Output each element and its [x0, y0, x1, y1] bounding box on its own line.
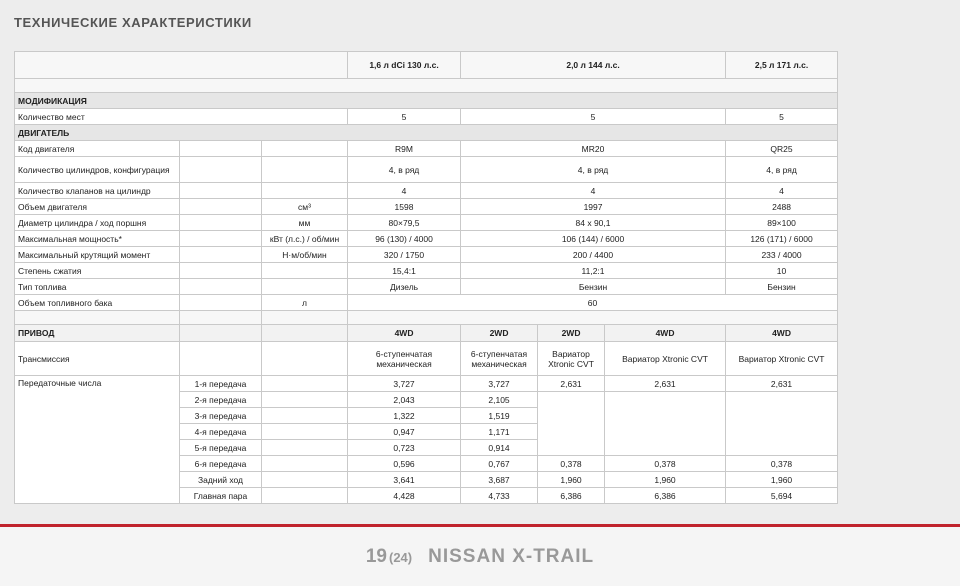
section-row	[15, 93, 838, 109]
cell: 2488	[726, 199, 838, 215]
cell: 84 х 90,1	[461, 215, 726, 231]
section-drive: ПРИВОД	[15, 325, 180, 342]
unit-cell	[262, 157, 348, 183]
unit-cell: кВт (л.с.) / об/мин	[262, 231, 348, 247]
blank-cell	[262, 408, 348, 424]
blank-cell	[262, 472, 348, 488]
cell: 1598	[348, 199, 461, 215]
cell: 4	[726, 183, 838, 199]
cell: 1,960	[726, 472, 838, 488]
unit-cell	[262, 263, 348, 279]
unit-cell: см³	[262, 199, 348, 215]
blank-cell	[180, 247, 262, 263]
section-mod: МОДИФИКАЦИЯ	[15, 93, 838, 109]
blank-cell	[262, 456, 348, 472]
cell: 4, в ряд	[461, 157, 726, 183]
blank-cell	[262, 424, 348, 440]
row-label: Код двигателя	[15, 141, 180, 157]
cell: 15,4:1	[348, 263, 461, 279]
cell: 89×100	[726, 215, 838, 231]
cell: 5	[348, 109, 461, 125]
cell: R9M	[348, 141, 461, 157]
blank-cell	[262, 325, 348, 342]
table-row	[15, 183, 838, 199]
unit-cell	[262, 141, 348, 157]
blank-cell	[180, 215, 262, 231]
cell: 5	[461, 109, 726, 125]
cell: 0,596	[348, 456, 461, 472]
gear-name: 5-я передача	[180, 440, 262, 456]
cell: 1,519	[461, 408, 538, 424]
cell: MR20	[461, 141, 726, 157]
row-label: Количество клапанов на цилиндр	[15, 183, 180, 199]
row-label: Тип топлива	[15, 279, 180, 295]
gear-name: Главная пара	[180, 488, 262, 504]
cell: 2,631	[538, 376, 605, 392]
blank-cell	[262, 488, 348, 504]
section-row	[15, 125, 838, 141]
cell: 1,322	[348, 408, 461, 424]
unit-cell: Н·м/об/мин	[262, 247, 348, 263]
drive-type: 4WD	[726, 325, 838, 342]
row-label: Максимальный крутящий момент	[15, 247, 180, 263]
cell: QR25	[726, 141, 838, 157]
table-row	[15, 215, 838, 231]
row-label: Количество мест	[15, 109, 348, 125]
row-label: Максимальная мощность*	[15, 231, 180, 247]
blank-cell	[262, 376, 348, 392]
gear-name: 2-я передача	[180, 392, 262, 408]
cell: 6,386	[605, 488, 726, 504]
blank-cell	[180, 279, 262, 295]
cell: 4, в ряд	[726, 157, 838, 183]
table-row	[15, 231, 838, 247]
drive-type: 2WD	[461, 325, 538, 342]
blank-cell	[180, 141, 262, 157]
page-number: 19	[365, 546, 387, 567]
cell: 2,043	[348, 392, 461, 408]
row-label: Передаточные числа	[15, 376, 180, 504]
blank-cell	[180, 342, 262, 376]
cell: 1997	[461, 199, 726, 215]
section-row	[15, 325, 838, 342]
cell: 0,947	[348, 424, 461, 440]
cell: 60	[348, 295, 838, 311]
drive-type: 2WD	[538, 325, 605, 342]
blank-cell	[262, 392, 348, 408]
table-row	[15, 279, 838, 295]
blank-cell	[180, 325, 262, 342]
blank-cell	[538, 392, 605, 456]
cell: Дизель	[348, 279, 461, 295]
cell: 10	[726, 263, 838, 279]
cell: 4, в ряд	[348, 157, 461, 183]
row-label: Количество цилиндров, конфигурация	[15, 157, 180, 183]
unit-cell: мм	[262, 215, 348, 231]
unit-cell	[262, 279, 348, 295]
blank-cell	[180, 199, 262, 215]
spec-table	[14, 51, 838, 504]
table-row	[15, 295, 838, 311]
cell: 0,914	[461, 440, 538, 456]
cell: 6-ступенчатая механическая	[461, 342, 538, 376]
engine-col-3: 2,5 л 171 л.с.	[726, 52, 838, 79]
table-row	[15, 247, 838, 263]
cell: 4	[461, 183, 726, 199]
cell: 5	[726, 109, 838, 125]
cell: 0,378	[726, 456, 838, 472]
blank-cell	[180, 231, 262, 247]
cell: Вариатор Xtronic CVT	[538, 342, 605, 376]
cell: 1,960	[538, 472, 605, 488]
engine-col-2: 2,0 л 144 л.с.	[461, 52, 726, 79]
spacer-cell	[15, 311, 180, 325]
cell: Бензин	[461, 279, 726, 295]
gear-name: Задний ход	[180, 472, 262, 488]
cell: 1,171	[461, 424, 538, 440]
page-title: ТЕХНИЧЕСКИЕ ХАРАКТЕРИСТИКИ	[14, 15, 252, 30]
gear-name: 6-я передача	[180, 456, 262, 472]
cell: 80×79,5	[348, 215, 461, 231]
table-header-row	[15, 52, 838, 79]
gear-name: 4-я передача	[180, 424, 262, 440]
cell: 96 (130) / 4000	[348, 231, 461, 247]
cell: 11,2:1	[461, 263, 726, 279]
cell: 1,960	[605, 472, 726, 488]
drive-type: 4WD	[605, 325, 726, 342]
spacer-cell	[15, 79, 838, 93]
spacer-cell	[262, 311, 348, 325]
footer	[0, 546, 960, 568]
spacer-cell	[180, 311, 262, 325]
cell: 0,378	[605, 456, 726, 472]
drive-type: 4WD	[348, 325, 461, 342]
blank-cell	[726, 392, 838, 456]
table-row	[15, 141, 838, 157]
cell: Вариатор Xtronic CVT	[605, 342, 726, 376]
table-row	[15, 342, 838, 376]
row-label: Объем топливного бака	[15, 295, 180, 311]
section-engine: ДВИГАТЕЛЬ	[15, 125, 838, 141]
table-row	[15, 157, 838, 183]
cell: 0,767	[461, 456, 538, 472]
cell: 4	[348, 183, 461, 199]
gear-name: 1-я передача	[180, 376, 262, 392]
cell: 2,631	[726, 376, 838, 392]
cell: 233 / 4000	[726, 247, 838, 263]
cell: 126 (171) / 6000	[726, 231, 838, 247]
cell: 3,727	[348, 376, 461, 392]
spacer-cell	[348, 311, 838, 325]
cell: 0,723	[348, 440, 461, 456]
table-row	[15, 199, 838, 215]
blank-cell	[180, 157, 262, 183]
table-row	[15, 376, 838, 392]
blank-cell	[180, 263, 262, 279]
header-blank	[15, 52, 348, 79]
cell: Бензин	[726, 279, 838, 295]
cell: 6,386	[538, 488, 605, 504]
blank-cell	[180, 295, 262, 311]
row-label: Степень сжатия	[15, 263, 180, 279]
row-label: Диаметр цилиндра / ход поршня	[15, 215, 180, 231]
table-row	[15, 263, 838, 279]
blank-cell	[180, 183, 262, 199]
spacer-row	[15, 79, 838, 93]
spacer-row	[15, 311, 838, 325]
cell: 6-ступенчатая механическая	[348, 342, 461, 376]
cell: 2,105	[461, 392, 538, 408]
cell: 5,694	[726, 488, 838, 504]
cell: 3,687	[461, 472, 538, 488]
cell: Вариатор Xtronic CVT	[726, 342, 838, 376]
unit-cell: л	[262, 295, 348, 311]
row-label: Трансмиссия	[15, 342, 180, 376]
cell: 4,428	[348, 488, 461, 504]
row-label: Объем двигателя	[15, 199, 180, 215]
cell: 0,378	[538, 456, 605, 472]
cell: 2,631	[605, 376, 726, 392]
cell: 3,727	[461, 376, 538, 392]
cell: 106 (144) / 6000	[461, 231, 726, 247]
unit-cell	[262, 183, 348, 199]
gear-name: 3-я передача	[180, 408, 262, 424]
brand-name: NISSAN X-TRAIL	[428, 546, 595, 567]
blank-cell	[605, 392, 726, 456]
cell: 320 / 1750	[348, 247, 461, 263]
blank-cell	[262, 342, 348, 376]
cell: 200 / 4400	[461, 247, 726, 263]
cell: 4,733	[461, 488, 538, 504]
cell: 3,641	[348, 472, 461, 488]
blank-cell	[262, 440, 348, 456]
table-row	[15, 109, 838, 125]
engine-col-1: 1,6 л dCi 130 л.с.	[348, 52, 461, 79]
page-total: (24)	[389, 550, 413, 565]
